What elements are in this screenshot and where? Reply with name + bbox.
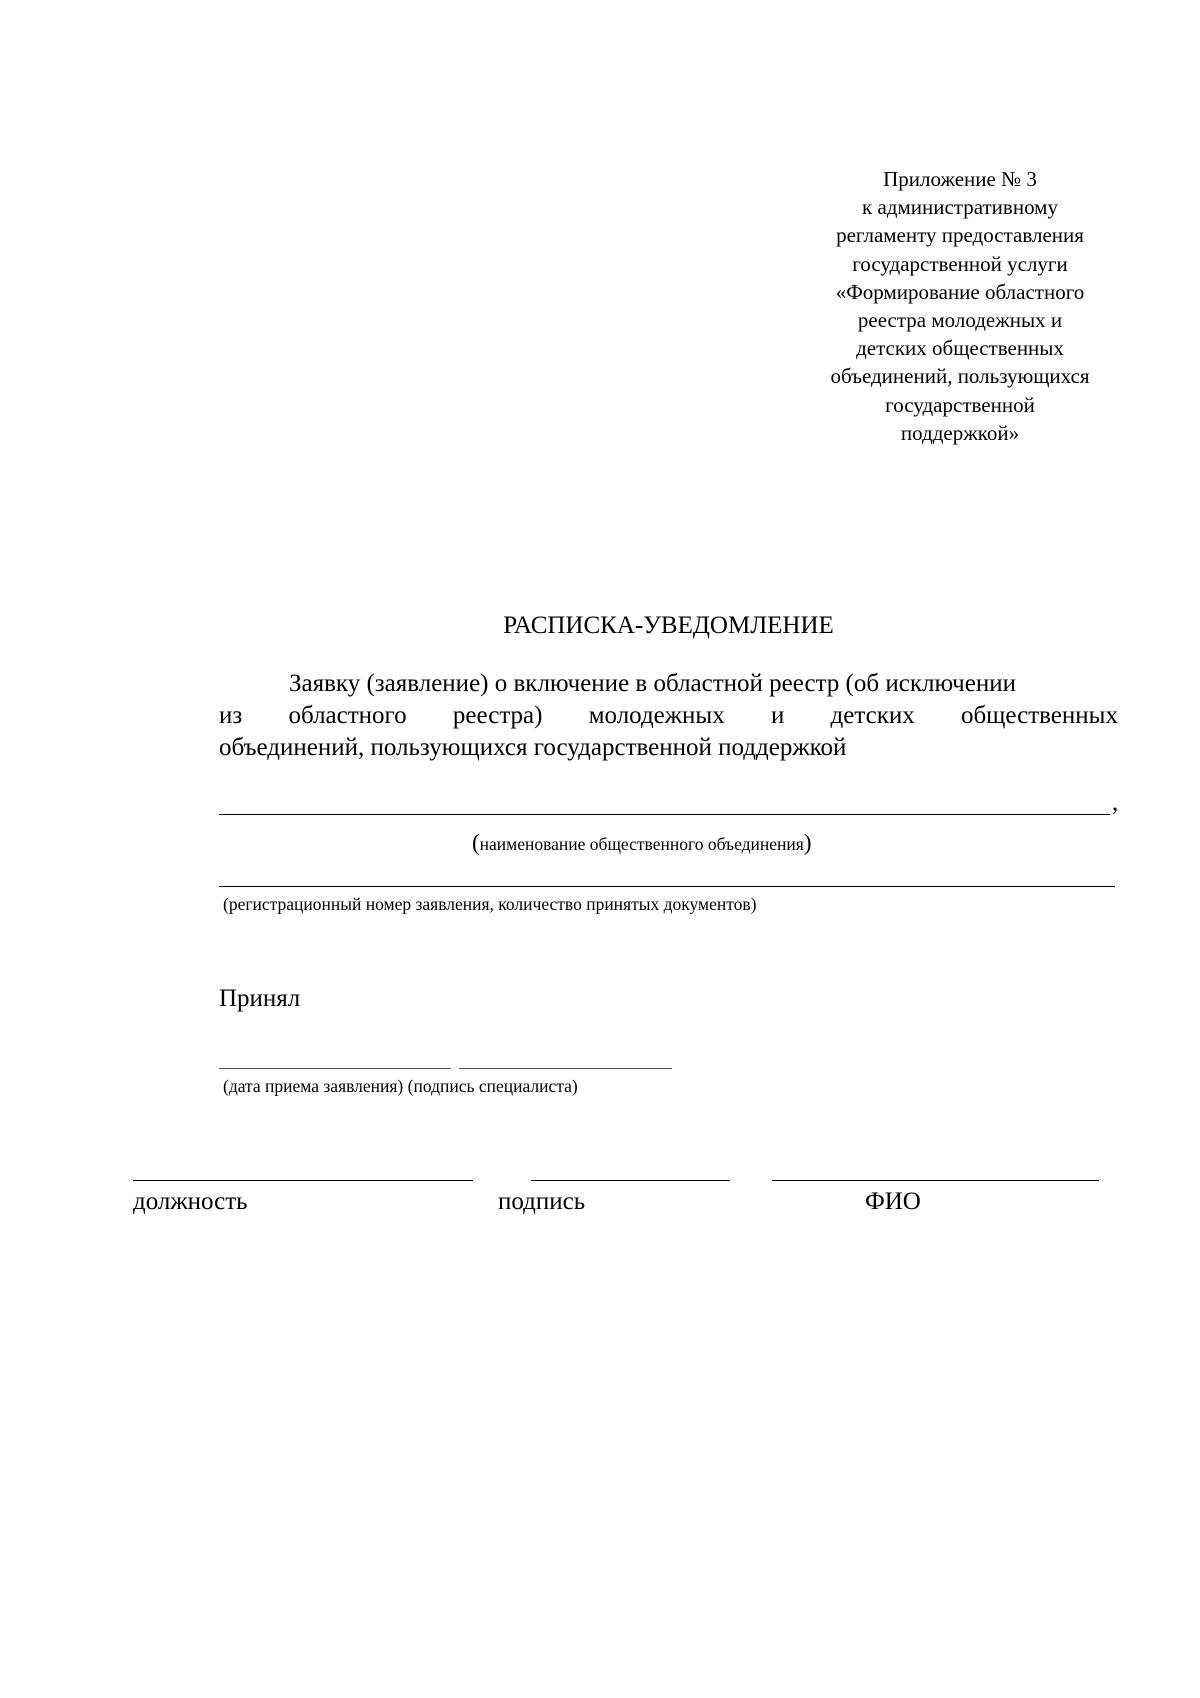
appendix-line: Приложение № 3 — [883, 167, 1037, 191]
appendix-line: государственной — [885, 392, 1035, 417]
accepted-caption: (дата приема заявления) (подпись специалиста) — [223, 1076, 578, 1096]
appendix-line: объединений, пользующихся — [830, 364, 1090, 389]
caption-text: наименование общественного объединения — [479, 834, 804, 854]
full-name-label: ФИО — [865, 1188, 921, 1215]
accepted-label: Принял — [219, 985, 301, 1012]
body-word: реестра) — [452, 702, 543, 729]
caption-close-paren: ) — [803, 830, 812, 855]
body-word: областного — [288, 702, 407, 729]
caption-open-paren: ( — [472, 830, 480, 855]
signature-blank-line — [531, 1180, 730, 1181]
full-name-blank-line — [772, 1180, 1099, 1181]
document-title: РАСПИСКА-УВЕДОМЛЕНИЕ — [503, 612, 834, 639]
registration-number-blank-line — [219, 886, 1115, 887]
body-word: и — [770, 702, 785, 729]
appendix-line: к административному — [862, 195, 1058, 220]
appendix-line: поддержкой» — [900, 420, 1020, 445]
body-word: молодежных — [588, 702, 725, 729]
appendix-line: детских общественных — [856, 336, 1064, 361]
registration-number-caption: (регистрационный номер заявления, количество принятых документов) — [223, 894, 757, 914]
specialist-signature-blank-line — [459, 1068, 672, 1069]
body-line: объединений, пользующихся государственной поддержкой — [219, 734, 847, 761]
body-line-justified — [219, 700, 1118, 732]
signature-label: подпись — [498, 1188, 586, 1215]
body-word: общественных — [960, 702, 1118, 729]
trailing-comma: , — [1112, 789, 1119, 816]
position-label: должность — [133, 1188, 248, 1215]
position-blank-line — [133, 1180, 473, 1181]
date-received-blank-line — [219, 1068, 451, 1069]
appendix-line: регламенту предоставления — [836, 223, 1084, 248]
organization-name-blank-line — [219, 814, 1110, 815]
body-line: Заявку (заявление) о включение в областной реестр (об исключении — [289, 670, 1016, 697]
body-word: детских — [830, 702, 915, 729]
appendix-line: реестра молодежных и — [857, 308, 1063, 333]
appendix-line: «Формирование областного — [835, 279, 1085, 304]
body-word: из — [219, 702, 243, 729]
appendix-header — [770, 165, 1150, 447]
appendix-line: государственной услуги — [852, 251, 1068, 276]
body-paragraph — [219, 668, 1118, 764]
organization-name-caption — [472, 832, 811, 855]
